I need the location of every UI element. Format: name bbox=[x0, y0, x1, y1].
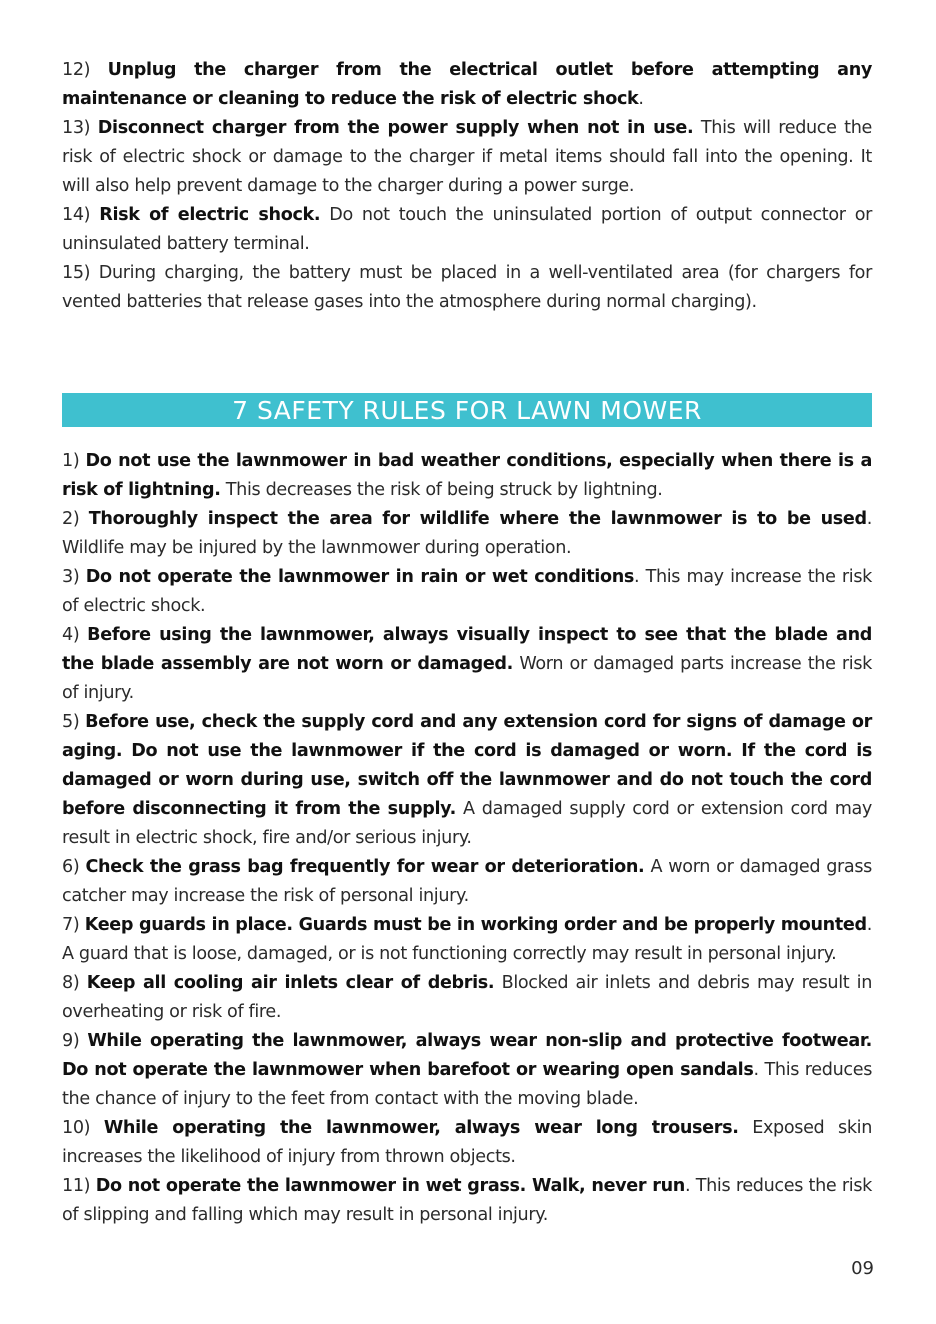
item-heading: Disconnect charger from the power supply when not in use. bbox=[97, 118, 694, 138]
item-text: . This reduces the risk of slipping and falling which may result in personal injury. bbox=[62, 1176, 872, 1225]
item-heading: Thoroughly inspect the area for wildlife where the lawnmower is to be used bbox=[88, 509, 867, 529]
item-number: 4) bbox=[62, 625, 80, 645]
item-text: . A guard that is loose, damaged, or is not functioning correctly may result in personal injury. bbox=[62, 915, 872, 964]
item-text: Do not touch the uninsulated portion of output connector or uninsulated battery terminal. bbox=[62, 205, 872, 254]
item-text: Exposed skin increases the likelihood of injury from thrown objects. bbox=[62, 1118, 873, 1167]
item-heading: Before use, check the supply cord and any extension cord for signs of damage or aging. Do not use the lawnmower if the cord is damaged or worn. If the cord is damaged or worn during use, switch off the lawnmower and do not touch the cord before disconnecting it from the supply. bbox=[62, 712, 872, 819]
safety-item bbox=[62, 1172, 872, 1230]
item-heading: Risk of electric shock. bbox=[99, 205, 321, 225]
item-number: 11) bbox=[62, 1176, 91, 1196]
item-number: 14) bbox=[62, 205, 91, 225]
safety-item bbox=[62, 114, 872, 201]
safety-item bbox=[62, 708, 872, 853]
item-heading: Do not operate the lawnmower in wet grass. Walk, never run bbox=[95, 1176, 685, 1196]
item-heading: Unplug the charger from the electrical outlet before attempting any maintenance or cleaning to reduce the risk of electric shock bbox=[62, 60, 872, 109]
safety-item bbox=[62, 1027, 872, 1114]
section-gap bbox=[62, 317, 872, 393]
safety-item bbox=[62, 1114, 872, 1172]
item-heading: Do not use the lawnmower in bad weather conditions, especially when there is a risk of lightning. bbox=[62, 451, 873, 500]
item-text: A worn or damaged grass catcher may increase the risk of personal injury. bbox=[62, 857, 872, 906]
item-number: 12) bbox=[62, 60, 91, 80]
item-heading: While operating the lawnmower, always wear long trousers. bbox=[103, 1118, 739, 1138]
item-text: This will reduce the risk of electric shock or damage to the charger if metal items should fall into the opening. It will also help prevent damage to the charger during a power surge. bbox=[62, 118, 872, 196]
item-heading: Keep guards in place. Guards must be in working order and be properly mounted bbox=[84, 915, 867, 935]
safety-item bbox=[62, 259, 872, 317]
item-number: 5) bbox=[62, 712, 80, 732]
item-number: 8) bbox=[62, 973, 80, 993]
safety-item bbox=[62, 505, 872, 563]
safety-item bbox=[62, 447, 872, 505]
safety-item bbox=[62, 56, 872, 114]
item-text: . This may increase the risk of electric shock. bbox=[62, 567, 872, 616]
item-number: 2) bbox=[62, 509, 80, 529]
lawn-mower-safety-rules bbox=[62, 447, 872, 1230]
item-number: 3) bbox=[62, 567, 80, 587]
safety-item bbox=[62, 201, 872, 259]
manual-page bbox=[62, 56, 872, 1230]
item-text: A damaged supply cord or extension cord may result in electric shock, fire and/or serious injury. bbox=[62, 799, 872, 848]
item-text: . bbox=[638, 89, 644, 109]
item-number: 13) bbox=[62, 118, 91, 138]
item-text: Worn or damaged parts increase the risk of injury. bbox=[62, 654, 872, 703]
item-number: 6) bbox=[62, 857, 80, 877]
item-number: 10) bbox=[62, 1118, 91, 1138]
safety-item bbox=[62, 853, 872, 911]
item-number: 15) bbox=[62, 263, 91, 283]
charger-safety-list bbox=[62, 56, 872, 317]
safety-item bbox=[62, 911, 872, 969]
item-text: . Wildlife may be injured by the lawnmower during operation. bbox=[62, 509, 872, 558]
safety-item bbox=[62, 563, 872, 621]
item-heading: Do not operate the lawnmower in rain or wet conditions bbox=[85, 567, 634, 587]
item-text: During charging, the battery must be placed in a well-ventilated area (for chargers for vented batteries that release gases into the atmosphere during normal charging). bbox=[62, 263, 872, 312]
item-heading: While operating the lawnmower, always wear non-slip and protective footwear. Do not operate the lawnmower when barefoot or wearing open sandals bbox=[62, 1031, 872, 1080]
item-number: 7) bbox=[62, 915, 80, 935]
safety-item bbox=[62, 969, 872, 1027]
page-number: 09 bbox=[851, 1258, 874, 1279]
item-number: 1) bbox=[62, 451, 80, 471]
item-text: This decreases the risk of being struck by lightning. bbox=[220, 480, 663, 500]
item-text: . This reduces the chance of injury to the feet from contact with the moving blade. bbox=[62, 1060, 873, 1109]
item-number: 9) bbox=[62, 1031, 80, 1051]
section-banner: 7 SAFETY RULES FOR LAWN MOWER bbox=[62, 393, 872, 427]
item-heading: Keep all cooling air inlets clear of debris. bbox=[86, 973, 495, 993]
item-heading: Before using the lawnmower, always visually inspect to see that the blade and the blade assembly are not worn or damaged. bbox=[62, 625, 872, 674]
safety-item bbox=[62, 621, 872, 708]
item-heading: Check the grass bag frequently for wear or deterioration. bbox=[85, 857, 645, 877]
item-text: Blocked air inlets and debris may result in overheating or risk of fire. bbox=[62, 973, 872, 1022]
